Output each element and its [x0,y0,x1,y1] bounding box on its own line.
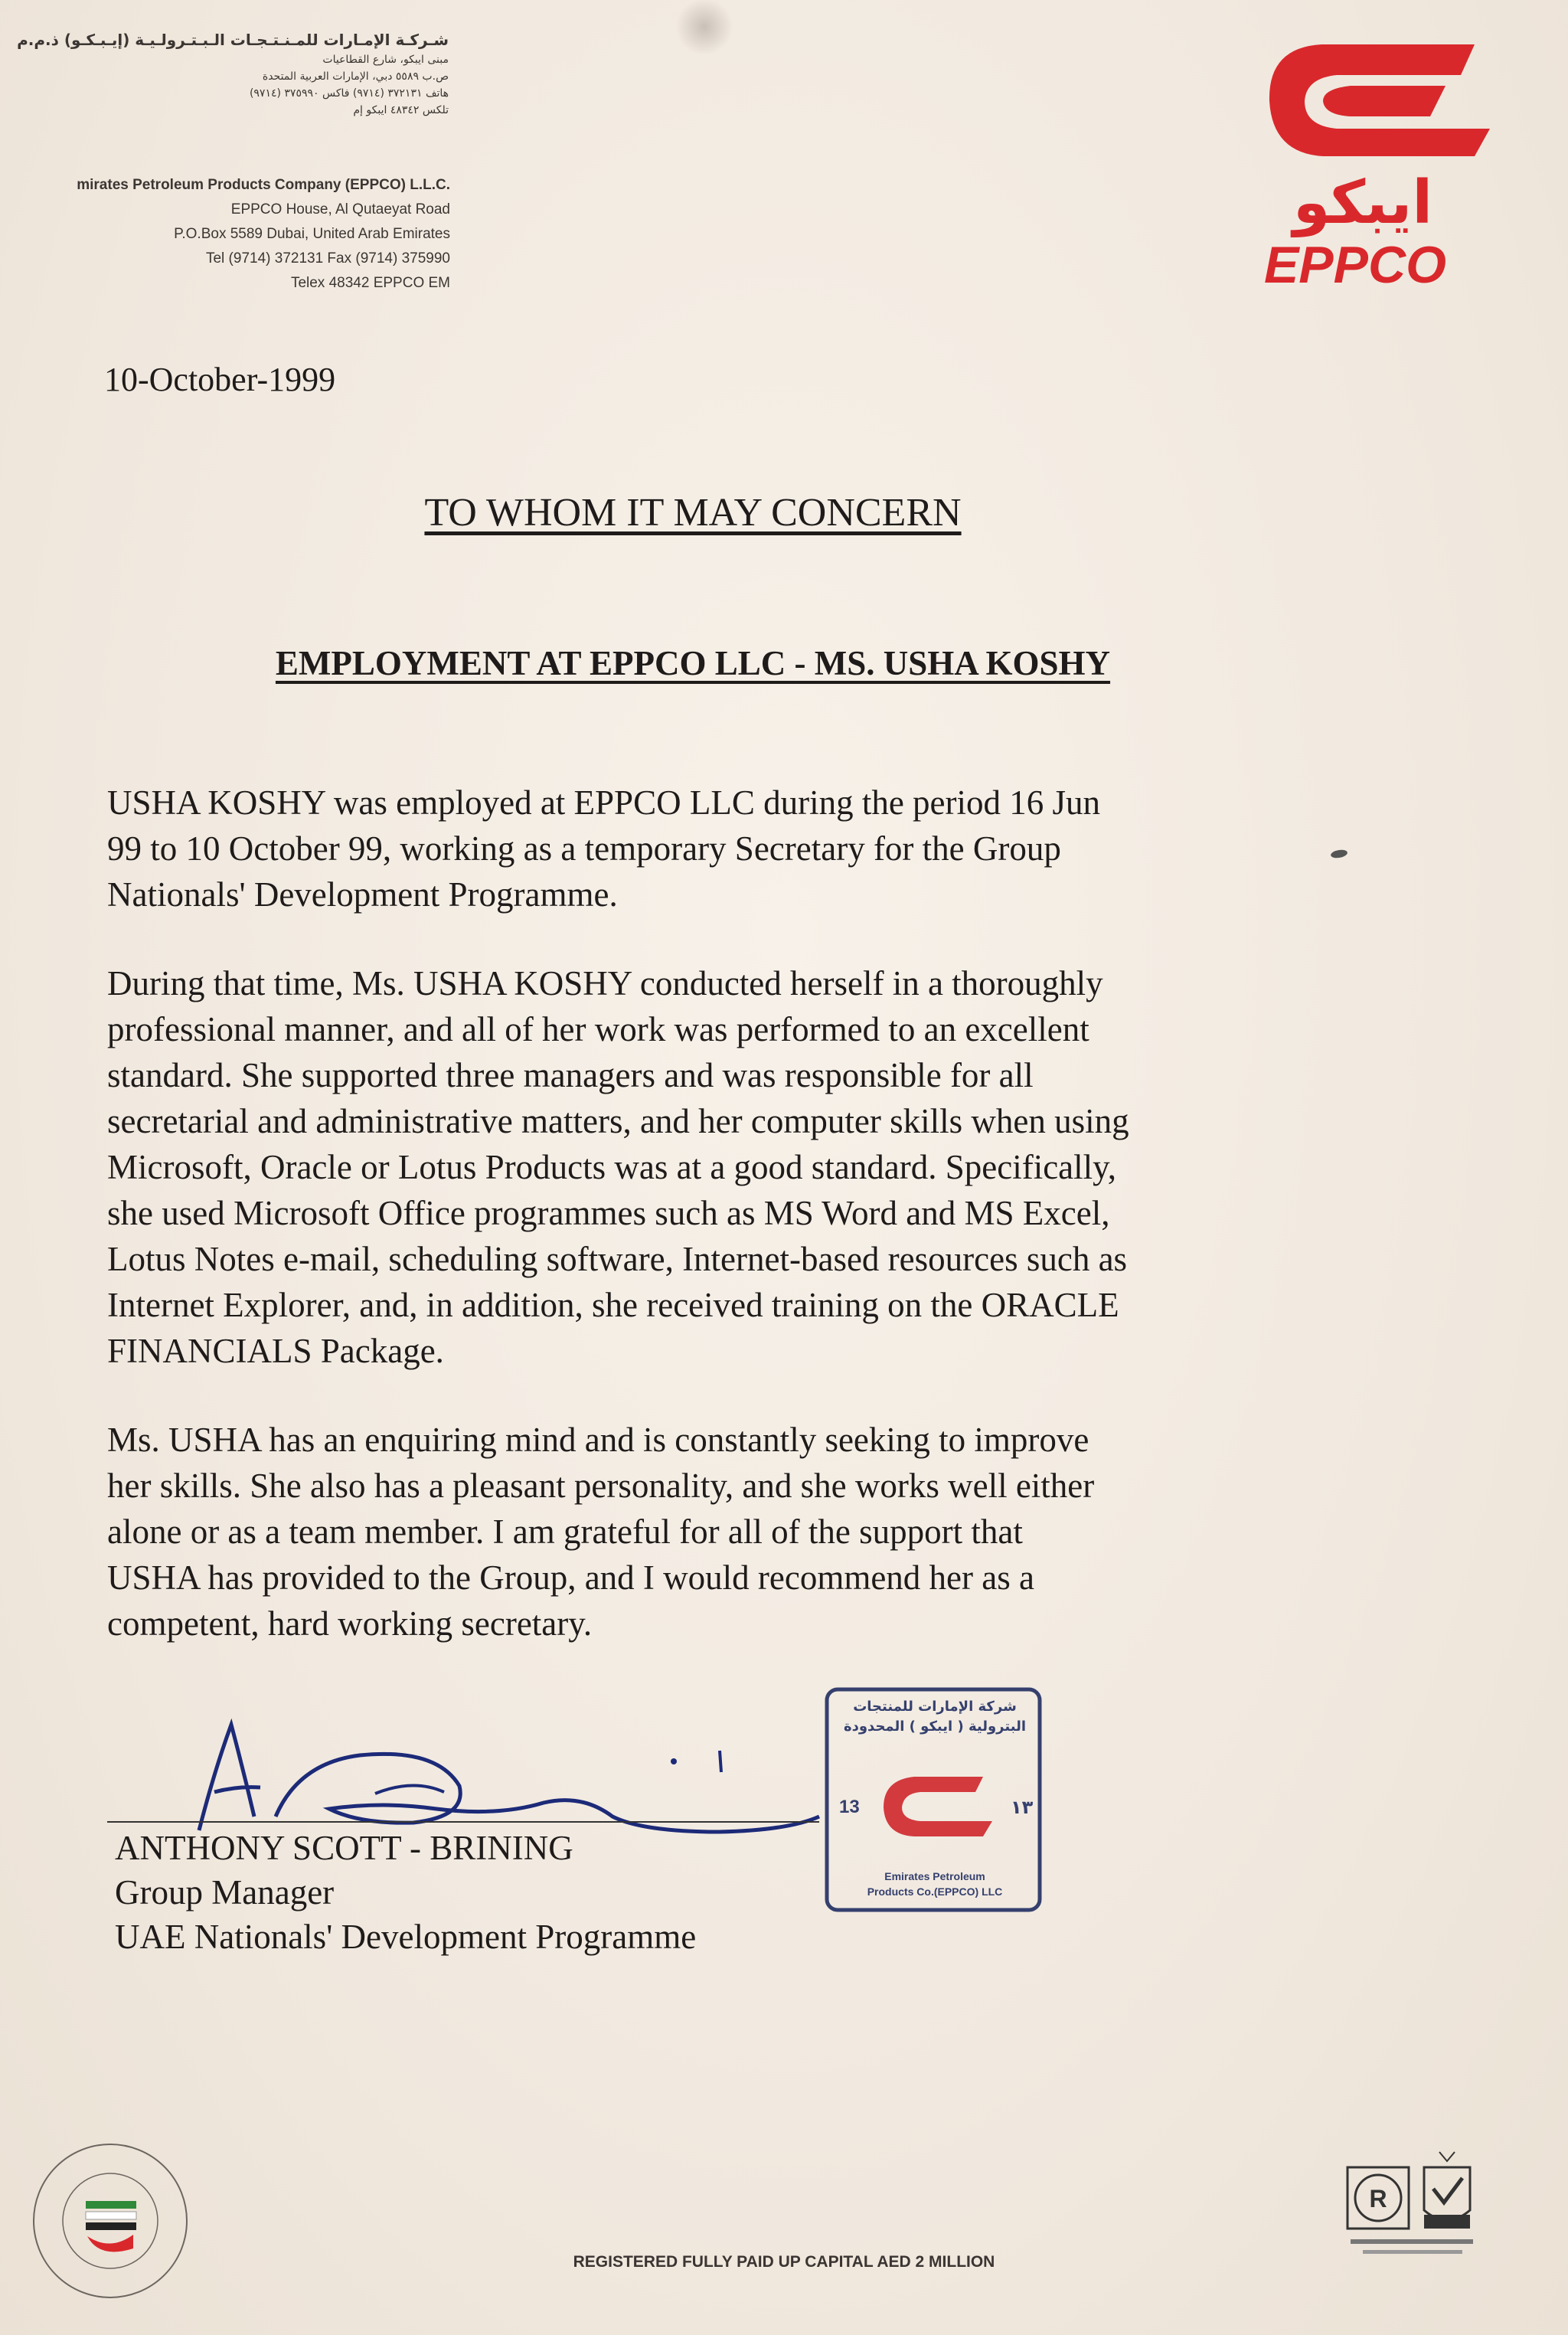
company-telex: Telex 48342 EPPCO EM [290,275,450,291]
paragraph-line: During that time, Ms. USHA KOSHY conducted herself in a thoroughly [107,964,1103,1002]
paper-smudge [674,0,735,54]
stamp-arabic-text [831,1697,1038,1737]
paragraph-line: USHA KOSHY was employed at EPPCO LLC during the period 16 Jun [107,783,1101,822]
stamp-english-line: Products Co.(EPPCO) LLC [867,1885,1003,1898]
signer-name: ANTHONY SCOTT - BRINING [115,1829,573,1867]
paragraph-line: Lotus Notes e-mail, scheduling software, Internet-based resources such as [107,1240,1128,1278]
salutation: TO WHOM IT MAY CONCERN [424,491,962,535]
letterhead-arabic [17,31,449,116]
paragraph-line: alone or as a team member. I am grateful for all of the support that [107,1513,1023,1551]
stamp-arabic-line: البترولية ( ايبكو ) المحدودة [844,1719,1026,1735]
paragraph-1 [107,780,1302,917]
signature-line [107,1821,819,1823]
signer-block [115,1826,696,1959]
dubai-quality-award-seal-icon [26,2137,194,2305]
paragraph-line: Microsoft, Oracle or Lotus Products was at a good standard. Specifically, [107,1148,1116,1186]
subject-line: EMPLOYMENT AT EPPCO LLC - MS. USHA KOSHY [275,644,1111,682]
stamp-english-text [831,1869,1038,1899]
paragraph-line: Nationals' Development Programme. [107,875,618,914]
paragraph-line: Internet Explorer, and, in addition, she received training on the ORACLE [107,1286,1119,1324]
signer-title: Group Manager [115,1873,335,1911]
paragraph-line: professional manner, and all of her work was performed to an excellent [107,1010,1089,1048]
logo-arabic-wordmark: ايبكو [1292,168,1433,237]
letterhead-arabic-line: ص.ب ٥٥٨٩ دبي، الإمارات العربية المتحدة [262,70,449,83]
company-phone-fax: Tel (9714) 372131 Fax (9714) 375990 [205,250,450,267]
stamp-number-latin: 13 [839,1797,860,1817]
letterhead-english [77,173,450,296]
stamp-number-arabic: ١٣ [1011,1797,1034,1818]
ink-speck [1330,849,1348,859]
paragraph-line: standard. She supported three managers and was responsible for all [107,1056,1034,1094]
iso-registered-letter: R [1369,2185,1387,2212]
paragraph-line: Ms. USHA has an enquiring mind and is constantly seeking to improve [107,1421,1089,1459]
paragraph-2 [107,960,1302,1374]
paragraph-3 [107,1417,1302,1647]
paragraph-line: secretarial and administrative matters, and her computer skills when using [107,1102,1129,1140]
letterhead-arabic-line: تلكس ٤٨٣٤٢ ايبكو إم [353,104,449,116]
logo-english-wordmark: EPPCO [1263,236,1447,294]
letterhead-arabic-line: مبنى ايبكو، شارع القطاعيات [322,54,449,66]
company-address: EPPCO House, Al Qutaeyat Road [230,201,450,217]
paragraph-line: her skills. She also has a pleasant personality, and she works well either [107,1467,1095,1505]
paragraph-line: 99 to 10 October 99, working as a temporary Secretary for the Group [107,829,1061,868]
paragraph-line: USHA has provided to the Group, and I would recommend her as a [107,1558,1034,1597]
company-name: mirates Petroleum Products Company (EPPCO) L.L.C. [77,177,450,193]
signer-department: UAE Nationals' Development Programme [115,1918,697,1956]
stamp-arabic-line: شركة الإمارات للمنتجات [853,1699,1017,1715]
paragraph-line: competent, hard working secretary. [107,1604,593,1643]
letterhead-arabic-line: شـركـة الإمـارات للمـنـتـجـات الـبـتـرولـيـة (إيـبـكـو) ذ.م.م [17,31,449,49]
letterhead-arabic-line: هاتف ٣٧٢١٣١ (٩٧١٤) فاكس ٣٧٥٩٩٠ (٩٧١٤) [249,87,449,100]
paragraph-line: she used Microsoft Office programmes such as MS Word and MS Excel, [107,1194,1110,1232]
letter-date: 10-October-1999 [104,361,336,398]
stamp-english-line: Emirates Petroleum [884,1870,985,1882]
paragraph-line: FINANCIALS Package. [107,1332,444,1370]
footer-capital-note: REGISTERED FULLY PAID UP CAPITAL AED 2 MILLION [573,2253,995,2271]
company-po-box: P.O.Box 5589 Dubai, United Arab Emirates [174,226,450,242]
